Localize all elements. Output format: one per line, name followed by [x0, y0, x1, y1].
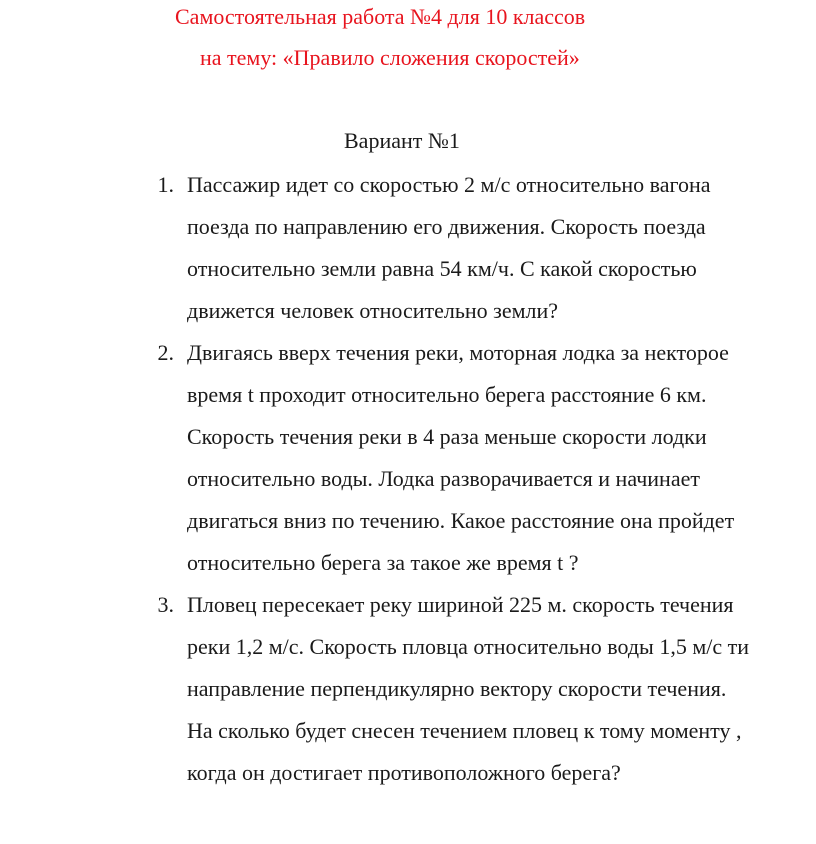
task-1-line: Пассажир идет со скоростью 2 м/с относительно вагона [187, 172, 711, 197]
task-1-line: движется человек относительно земли? [187, 298, 559, 323]
task-2-line: Двигаясь вверх течения реки, моторная лодка за некторое [187, 340, 729, 365]
title-line-1: Самостоятельная работа №4 для 10 классов [175, 4, 586, 29]
task-2-line: двигаться вниз по течению. Какое расстояние она пройдет [187, 508, 735, 533]
task-2-line: относительно берега за такое же время t ? [187, 550, 579, 575]
task-2-line: время t проходит относительно берега расстояние 6 км. [187, 382, 707, 407]
task-3-line: направление перпендикулярно вектору скорости течения. [187, 676, 727, 701]
variant-heading: Вариант №1 [344, 128, 460, 153]
task-3-line: На сколько будет снесен течением пловец к тому моменту , [187, 718, 742, 743]
task-2-number: 2. [157, 340, 174, 365]
task-3-line: когда он достигает противоположного берега? [187, 760, 621, 785]
task-3-number: 3. [157, 592, 174, 617]
task-1-line: поезда по направлению его движения. Скорость поезда [187, 214, 706, 239]
task-1-line: относительно земли равна 54 км/ч. С какой скоростью [187, 256, 697, 281]
task-3-line: Пловец пересекает реку шириной 225 м. скорость течения [187, 592, 734, 617]
task-1-number: 1. [157, 172, 174, 197]
title-line-2: на тему: «Правило сложения скоростей» [200, 45, 580, 70]
task-2-line: Скорость течения реки в 4 раза меньше скорости лодки [187, 424, 707, 449]
task-3-line: реки 1,2 м/с. Скорость пловца относительно воды 1,5 м/с ти [187, 634, 750, 659]
task-2-line: относительно воды. Лодка разворачивается и начинает [187, 466, 700, 491]
